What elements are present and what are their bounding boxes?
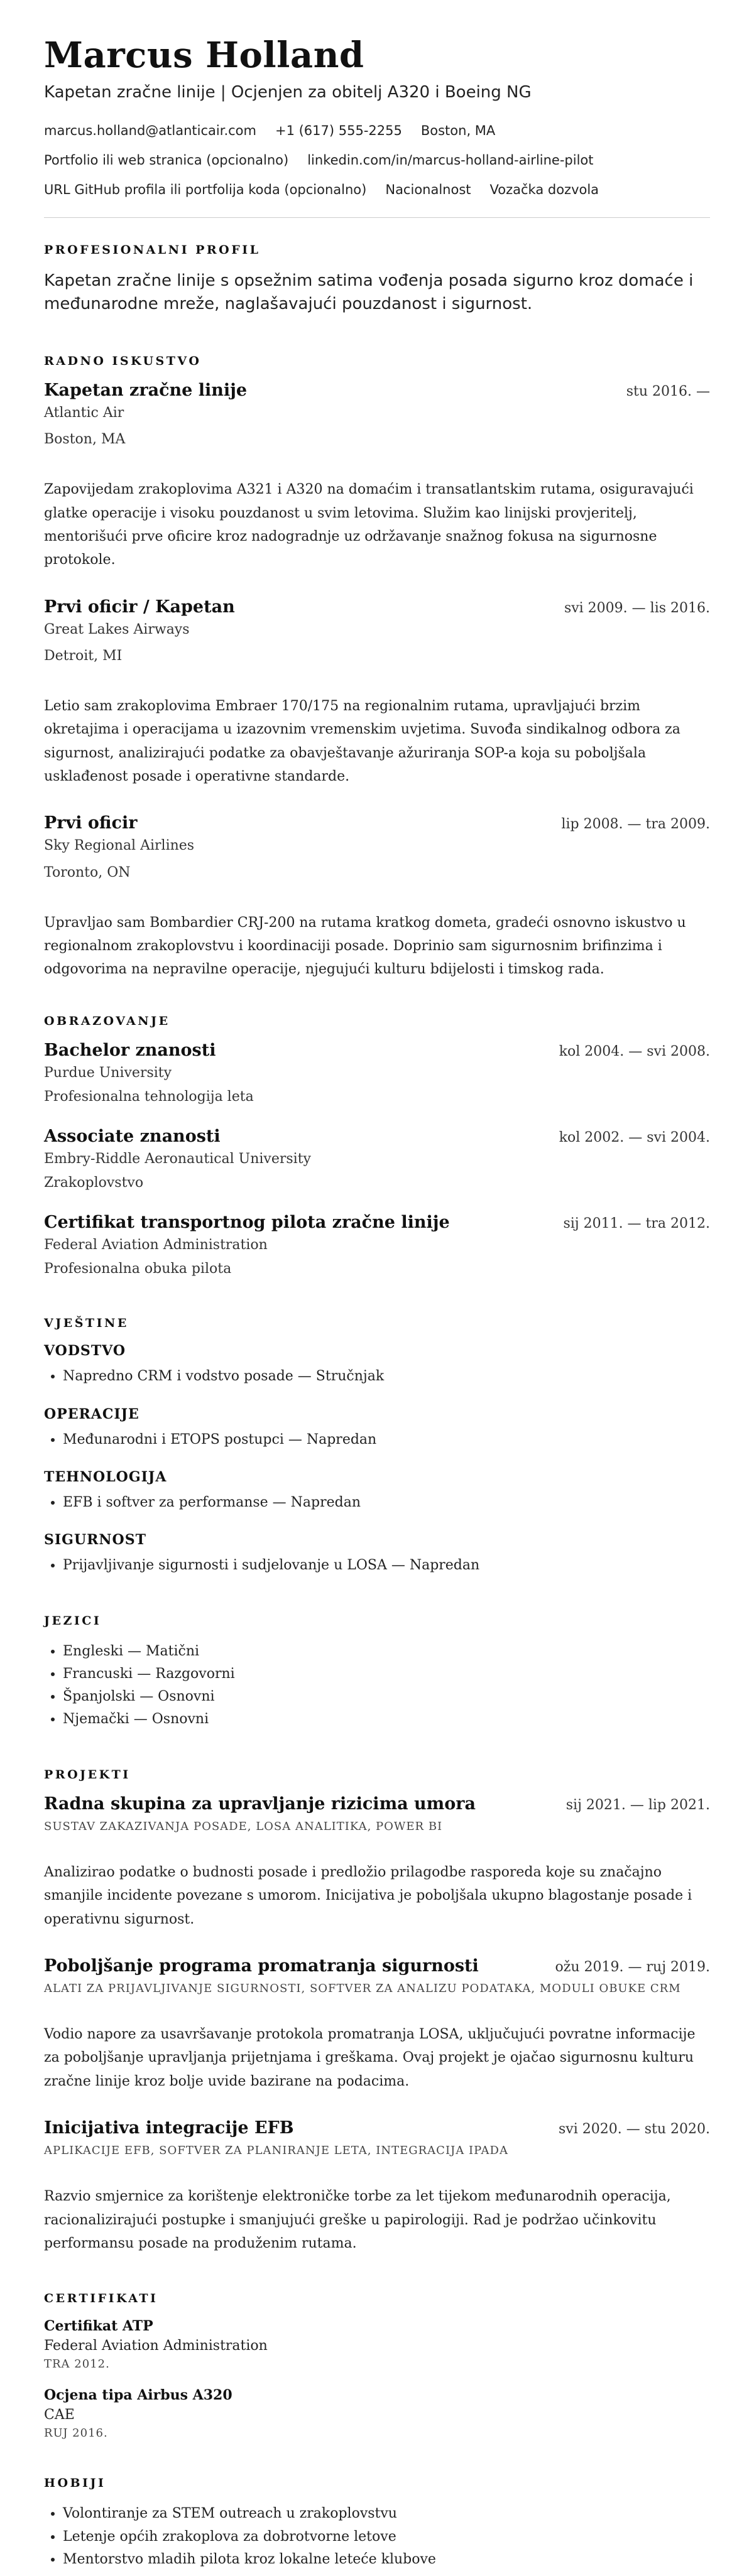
- company-name: Great Lakes Airways: [44, 621, 190, 637]
- project-title: Poboljšanje programa promatranja sigurnosti: [44, 1956, 479, 1976]
- contact-row-1: [44, 123, 710, 138]
- header-divider: [44, 217, 710, 218]
- education-dates: kol 2004. — svi 2008.: [559, 1043, 710, 1059]
- skills-section: [44, 1316, 710, 1577]
- skill-list: [44, 1554, 710, 1577]
- certificate-date: RUJ 2016.: [44, 2427, 108, 2440]
- section-title: JEZICI: [44, 1613, 102, 1628]
- section-title: PROJEKTI: [44, 1767, 131, 1782]
- skill-item: • EFB i softver za performanse — Napredan: [63, 1491, 710, 1514]
- job-title: Prvi oficir / Kapetan: [44, 597, 235, 617]
- project-description: Razvio smjernice za korištenje elektroničke torbe za let tijekom međunarodnih operacija, racionalizirajući postupke i smanjujući greške u papirologiji. Rad je podržao učinkovitu performansu posade na produženim rutama.: [44, 2189, 671, 2251]
- email-link[interactable]: marcus.holland@atlanticair.com: [44, 122, 256, 138]
- project-entry: [44, 1956, 710, 2093]
- project-tech: ALATI ZA PRIJAVLJIVANJE SIGURNOSTI, SOFTVER ZA ANALIZU PODATAKA, MODULI OBUKE CRM: [44, 1981, 681, 1995]
- language-item: • Njemački — Osnovni: [63, 1708, 710, 1731]
- contact-row-2: [44, 153, 710, 168]
- project-dates: svi 2020. — stu 2020.: [559, 2121, 710, 2138]
- hobbies-section: [44, 2476, 710, 2571]
- education-entry: [44, 1041, 710, 1108]
- project-entry: [44, 2118, 710, 2255]
- school-name: Federal Aviation Administration: [44, 1237, 268, 1253]
- section-title: OBRAZOVANJE: [44, 1014, 170, 1028]
- language-item: • Engleski — Matični: [63, 1640, 710, 1663]
- job-dates: stu 2016. —: [626, 383, 710, 399]
- project-title: Inicijativa integracije EFB: [44, 2118, 294, 2138]
- certificate-title: Ocjena tipa Airbus A320: [44, 2387, 232, 2404]
- experience-section: [44, 354, 710, 982]
- skill-item: • Prijavljivanje sigurnosti i sudjelovanje u LOSA — Napredan: [63, 1554, 710, 1577]
- section-title: VJEŠTINE: [44, 1316, 129, 1331]
- job-title: Prvi oficir: [44, 813, 138, 833]
- github-link[interactable]: URL GitHub profila ili portfolija koda (opcionalno): [44, 181, 367, 197]
- nationality-text: Nacionalnost: [385, 181, 471, 197]
- language-item: • Španjolski — Osnovni: [63, 1686, 710, 1708]
- job-description: Zapovijedam zrakoplovima A321 i A320 na domaćim i transatlantskim rutama, osiguravajući glatke operacije i visoku pouzdanost u svim letovima. Služim kao linijski provjeritelj, mentorišući prve oficire kroz nadogradnje uz održavanje snažnog fokusa na sigurnosne protokole.: [44, 482, 694, 568]
- certificate-entry: [44, 2387, 710, 2440]
- skill-category: TEHNOLOGIJA: [44, 1468, 167, 1485]
- skill-list: [44, 1491, 710, 1514]
- project-tech: SUSTAV ZAKAZIVANJA POSADE, LOSA ANALITIKA, POWER BI: [44, 1819, 443, 1833]
- job-location: Boston, MA: [44, 431, 126, 448]
- education-dates: sij 2011. — tra 2012.: [563, 1216, 710, 1232]
- degree-title: Certifikat transportnog pilota zračne linije: [44, 1213, 450, 1233]
- contact-row-3: [44, 182, 710, 197]
- project-title: Radna skupina za upravljanje rizicima umora: [44, 1794, 476, 1814]
- project-description: Analizirao podatke o budnosti posade i predložio prilagodbe rasporeda koje su značajno smanjile incidente povezane s umorom. Inicijativa je poboljšala ukupno blagostanje posade i operativnu sigurnost.: [44, 1864, 692, 1927]
- education-entry: [44, 1127, 710, 1194]
- language-list: [44, 1640, 710, 1731]
- company-name: Sky Regional Airlines: [44, 838, 195, 854]
- certificate-issuer: CAE: [44, 2407, 75, 2423]
- job-location: Toronto, ON: [44, 864, 131, 880]
- degree-title: Bachelor znanosti: [44, 1040, 216, 1060]
- certificate-title: Certifikat ATP: [44, 2318, 153, 2335]
- resume-header: [44, 36, 710, 197]
- degree-title: Associate znanosti: [44, 1127, 221, 1147]
- section-title: PROFESIONALNI PROFIL: [44, 242, 261, 257]
- project-dates: sij 2021. — lip 2021.: [566, 1797, 710, 1813]
- candidate-name: Marcus Holland: [44, 35, 364, 76]
- section-title: CERTIFIKATI: [44, 2292, 158, 2306]
- driving-license-text: Vozačka dozvola: [489, 181, 599, 197]
- experience-entry: [44, 813, 710, 981]
- hobby-list: [44, 2503, 710, 2571]
- experience-entry: [44, 597, 710, 789]
- hobby-item: • Mentorstvo mladih pilota kroz lokalne leteće klubove: [63, 2548, 710, 2571]
- section-title: RADNO ISKUSTVO: [44, 354, 202, 368]
- skill-category: SIGURNOST: [44, 1532, 146, 1549]
- job-dates: lip 2008. — tra 2009.: [561, 816, 710, 833]
- linkedin-link[interactable]: linkedin.com/in/marcus-holland-airline-pilot: [307, 152, 594, 168]
- education-section: [44, 1014, 710, 1280]
- languages-section: [44, 1614, 710, 1731]
- job-title: Kapetan zračne linije: [44, 380, 248, 400]
- language-item: • Francuski — Razgovorni: [63, 1663, 710, 1686]
- candidate-headline: Kapetan zračne linije | Ocjenjen za obitelj A320 i Boeing NG: [44, 82, 532, 102]
- field-of-study: Profesionalna tehnologija leta: [44, 1088, 254, 1105]
- profile-summary: Kapetan zračne linije s opsežnim satima vođenja posada sigurno kroz domaće i međunarodne mreže, naglašavajući pouzdanost i sigurnost.: [44, 271, 694, 314]
- certificates-section: [44, 2292, 710, 2440]
- skill-category: OPERACIJE: [44, 1405, 139, 1422]
- project-tech: APLIKACIJE EFB, SOFTVER ZA PLANIRANJE LETA, INTEGRACIJA IPADA: [44, 2144, 508, 2158]
- job-description: Upravljao sam Bombardier CRJ-200 na rutama kratkog dometa, gradeći osnovno iskustvo u regionalnom zrakoplovstvu i koordinaciji posade. Doprinio sam sigurnosnim brifinzima i odgovorima na nepravilne operacije, njegujući kulturu bdijelosti i timskog rada.: [44, 914, 686, 978]
- certificate-issuer: Federal Aviation Administration: [44, 2338, 268, 2354]
- phone-text: +1 (617) 555-2255: [275, 122, 402, 138]
- field-of-study: Profesionalna obuka pilota: [44, 1261, 232, 1277]
- field-of-study: Zrakoplovstvo: [44, 1175, 144, 1191]
- project-dates: ožu 2019. — ruj 2019.: [555, 1959, 710, 1975]
- skill-list: [44, 1429, 710, 1451]
- education-entry: [44, 1213, 710, 1280]
- section-title: HOBIJI: [44, 2476, 106, 2491]
- hobby-item: • Volontiranje za STEM outreach u zrakoplovstvu: [63, 2503, 710, 2525]
- certificate-entry: [44, 2318, 710, 2371]
- job-dates: svi 2009. — lis 2016.: [564, 600, 710, 616]
- projects-section: [44, 1768, 710, 2256]
- project-entry: [44, 1794, 710, 1931]
- school-name: Purdue University: [44, 1064, 172, 1081]
- project-description: Vodio napore za usavršavanje protokola promatranja LOSA, uključujući povratne informacije za poboljšanje upravljanja prijetnjama i greškama. Ovaj projekt je ojačao sigurnosnu kulturu zračne linije kroz bolje uvide bazirane na podacima.: [44, 2026, 696, 2089]
- skill-list: [44, 1365, 710, 1388]
- job-description: Letio sam zrakoplovima Embraer 170/175 na regionalnim rutama, upravljajući brzim okretajima i operacijama u izazovnim vremenskim uvjetima. Suvođa sindikalnog odbora za sigurnost, analizirajući podatke za obavještavanje ažuriranja SOP-a koja su poboljšala usklađenost posade i operativne standarde.: [44, 698, 680, 785]
- location-text: Boston, MA: [420, 122, 496, 138]
- skill-category: VODSTVO: [44, 1343, 126, 1360]
- skill-item: • Napredno CRM i vodstvo posade — Stručnjak: [63, 1365, 710, 1388]
- skill-item: • Međunarodni i ETOPS postupci — Napredan: [63, 1429, 710, 1451]
- job-location: Detroit, MI: [44, 647, 123, 664]
- education-dates: kol 2002. — svi 2004.: [559, 1130, 710, 1146]
- certificate-date: TRA 2012.: [44, 2357, 110, 2371]
- hobby-item: • Letenje općih zrakoplova za dobrotvorne letove: [63, 2526, 710, 2548]
- profile-section: [44, 243, 710, 317]
- portfolio-link[interactable]: Portfolio ili web stranica (opcionalno): [44, 152, 289, 168]
- company-name: Atlantic Air: [44, 404, 124, 421]
- school-name: Embry-Riddle Aeronautical University: [44, 1151, 311, 1167]
- experience-entry: [44, 381, 710, 572]
